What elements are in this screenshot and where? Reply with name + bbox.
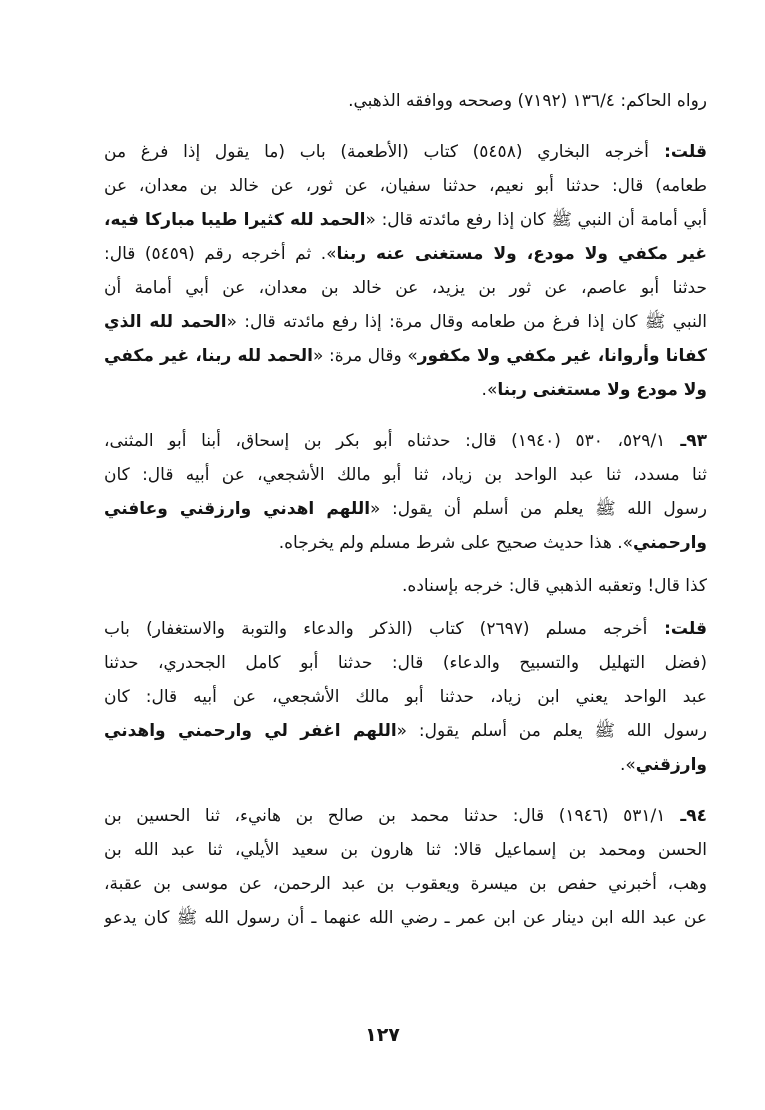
- text-line: [104, 305, 707, 339]
- text-line: [104, 492, 707, 526]
- paragraph: [104, 569, 707, 603]
- page-body: [104, 84, 707, 935]
- text-line: [104, 339, 707, 373]
- text-line: [104, 569, 707, 603]
- text-run: ».: [619, 755, 636, 775]
- bold-text-run: قلت:: [647, 619, 707, 639]
- text-run: » وقال مرة: «: [312, 346, 418, 366]
- bold-text-run: قلت:: [648, 142, 707, 162]
- bold-text-run: اللهم اهدني وارزقني وعافني: [104, 499, 371, 519]
- bold-text-run: غير مكفي ولا مودع، ولا مستغنى عنه ربنا: [336, 244, 707, 264]
- text-run: ».: [481, 380, 498, 400]
- text-run: ٥٢٩/١، ٥٣٠ (١٩٤٠) قال: حدثناه أبو بكر بن إسحاق، أبنا أبو المثنى،: [104, 431, 666, 451]
- text-run: وهب، أخبرني حفص بن ميسرة ويعقوب بن عبد الرحمن، عن موسى بن عقبة،: [104, 874, 707, 894]
- text-line: [104, 526, 707, 560]
- text-run: عن عبد الله ابن دينار عن ابن عمر ـ رضي الله عنهما ـ أن رسول الله ﷺ كان يدعو: [104, 908, 707, 928]
- text-line: [104, 373, 707, 407]
- text-run: عبد الواحد يعني ابن زياد، حدثنا أبو مالك الأشجعي، عن أبيه قال: كان: [104, 687, 707, 707]
- paragraph: [104, 799, 707, 935]
- text-run: رسول الله ﷺ يعلم من أسلم يقول: «: [396, 721, 707, 741]
- text-run: كذا قال! وتعقبه الذهبي قال: خرجه بإسناده.: [402, 576, 707, 596]
- text-line: [104, 203, 707, 237]
- text-line: [104, 714, 707, 748]
- text-line: [104, 271, 707, 305]
- text-run: ». ثم أخرجه رقم (٥٤٥٩) قال:: [104, 244, 337, 264]
- text-run: رسول الله ﷺ يعلم من أسلم أن يقول: «: [370, 499, 707, 519]
- text-run: ». هذا حديث صحيح على شرط مسلم ولم يخرجاه.: [278, 533, 634, 553]
- text-run: الحسن ومحمد بن إسماعيل قالا: ثنا هارون بن سعيد الأيلي، ثنا عبد الله بن: [104, 840, 707, 860]
- text-run: أخرجه البخاري (٥٤٥٨) كتاب (الأطعمة) باب (ما يقول إذا فرغ من: [104, 142, 649, 162]
- text-run: ٥٣١/١ (١٩٤٦) قال: حدثنا محمد بن صالح بن هانيء، ثنا الحسين بن: [104, 806, 666, 826]
- paragraph-spacer: [104, 118, 707, 135]
- text-line: [104, 458, 707, 492]
- paragraph-spacer: [104, 603, 707, 612]
- bold-text-run: وارحمني: [633, 533, 707, 553]
- paragraph: [104, 612, 707, 782]
- text-line: [104, 424, 707, 458]
- text-line: [104, 237, 707, 271]
- text-run: طعامه) قال: حدثنا أبو نعيم، حدثنا سفيان، عن ثور، عن خالد بن معدان، عن: [104, 176, 707, 196]
- text-line: [104, 646, 707, 680]
- bold-text-run: الحمد لله ربنا، غير مكفي: [104, 346, 313, 366]
- text-line: [104, 680, 707, 714]
- page-number: ١٢٧: [365, 1024, 400, 1046]
- bold-text-run: الحمد لله الذي: [104, 312, 227, 332]
- bold-text-run: ٩٤ـ: [665, 806, 707, 826]
- bold-text-run: اللهم اغفر لي وارحمني واهدني: [104, 721, 397, 741]
- paragraph: [104, 135, 707, 407]
- text-line: [104, 799, 707, 833]
- text-run: النبي ﷺ كان إذا فرغ من طعامه وقال مرة: إذا رفع مائدته قال: «: [226, 312, 707, 332]
- text-run: أبي أمامة أن النبي ﷺ كان إذا رفع مائدته قال: «: [365, 210, 707, 230]
- text-line: [104, 867, 707, 901]
- text-run: حدثنا أبو عاصم، عن ثور بن يزيد، عن خالد بن معدان، عن أبي أمامة أن: [104, 278, 707, 298]
- bold-text-run: ولا مودع ولا مستغنى ربنا: [497, 380, 707, 400]
- paragraph-spacer: [104, 782, 707, 799]
- text-line: [104, 84, 707, 118]
- bold-text-run: الحمد لله كثيرا طيبا مباركا فيه،: [104, 210, 366, 230]
- paragraph-spacer: [104, 560, 707, 569]
- bold-text-run: ٩٣ـ: [665, 431, 707, 451]
- text-run: رواه الحاكم: ١٣٦/٤ (٧١٩٢) وصححه ووافقه الذهبي.: [348, 91, 707, 111]
- text-run: أخرجه مسلم (٢٦٩٧) كتاب (الذكر والدعاء والتوبة والاستغفار) باب: [104, 619, 648, 639]
- paragraph-spacer: [104, 407, 707, 424]
- text-line: [104, 135, 707, 169]
- bold-text-run: كفانا وأروانا، غير مكفي ولا مكفور: [417, 346, 707, 366]
- paragraph: [104, 84, 707, 118]
- text-line: [104, 748, 707, 782]
- text-run: (فضل التهليل والتسبيح والدعاء) قال: حدثنا أبو كامل الجحدري، حدثنا: [104, 653, 707, 673]
- text-run: ثنا مسدد، ثنا عبد الواحد بن زياد، ثنا أبو مالك الأشجعي، عن أبيه قال: كان: [104, 465, 707, 485]
- paragraph: [104, 424, 707, 560]
- bold-text-run: وارزقني: [635, 755, 707, 775]
- text-line: [104, 612, 707, 646]
- text-line: [104, 901, 707, 935]
- text-line: [104, 833, 707, 867]
- text-line: [104, 169, 707, 203]
